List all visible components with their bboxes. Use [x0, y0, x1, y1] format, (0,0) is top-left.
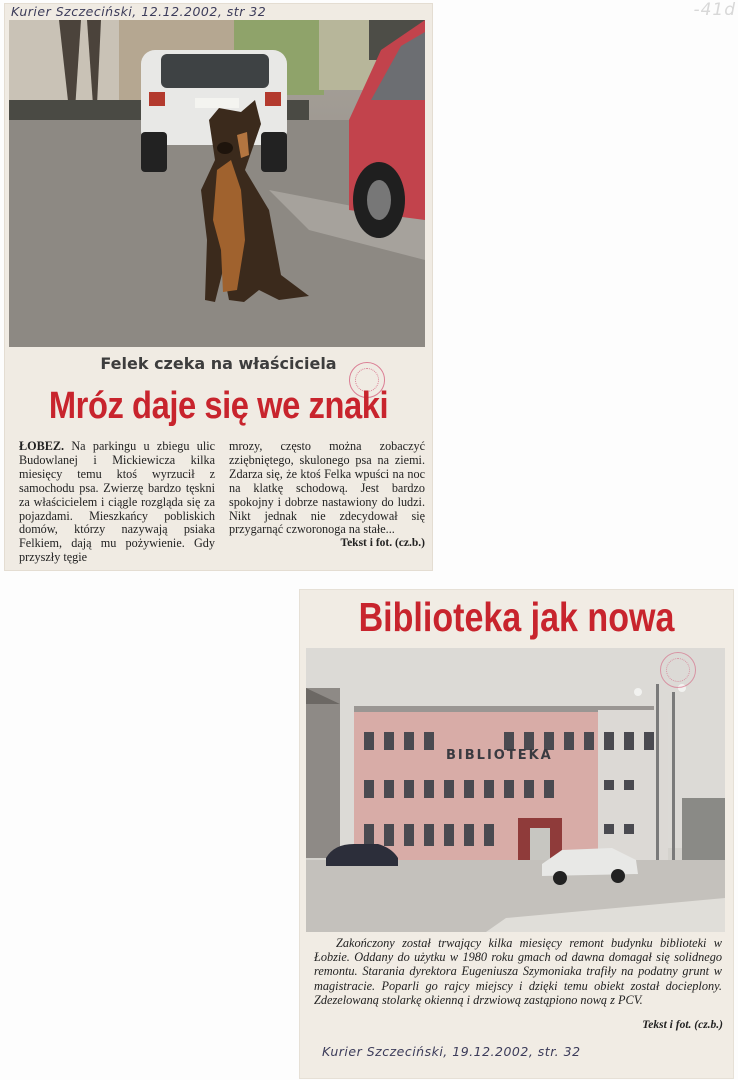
dog-photo	[9, 20, 425, 347]
article-headline: Biblioteka jak nowa	[358, 594, 675, 640]
source-handwritten-note: Kurier Szczeciński, 19.12.2002, str. 32	[322, 1044, 581, 1059]
library-sign: BIBLIOTEKA	[446, 748, 553, 763]
article-lead: ŁOBEZ.	[19, 439, 65, 453]
page-number-mark: -41d	[693, 0, 736, 20]
library-photo	[306, 648, 725, 932]
article-body-text: Zakończony został trwający kilka miesięcy remont budynku biblioteki w Łobzie. Oddany do użytku w 1980 roku gmach od dawna domagał się solidnego remontu. Starania dyrektora Eugeniusza Szymoniaka trafiły na podatny grunt w magistracie. Poparli go rajcy miejscy i dzięki temu obiekt został docieplony. Zdezelowaną stolarkę okienną i drzwiową zastąpiono nową z PCV.	[314, 936, 722, 1007]
clipping-library-article	[300, 590, 733, 1078]
article-column-2-text: mrozy, często można zobaczyć zziębniętego, skulonego psa na ziemi. Zdarza się, że ktoś Felka wpuści na noc na klatkę schodową. Jest bardzo spokojny i dobrze nastawiony do ludzi. Nikt jednak nie zdecydował się przygarnąć czworonoga na stałe...	[229, 439, 425, 537]
article-column-1	[19, 440, 215, 565]
article-credit: Tekst i fot. (cz.b.)	[642, 1019, 723, 1031]
article-body	[314, 936, 722, 1007]
article-credit: Tekst i fot. (cz.b.)	[340, 537, 425, 550]
article-headline: Mróz daje się we znaki	[48, 385, 389, 427]
article-kicker: Felek czeka na właściciela	[100, 354, 337, 373]
article-column-2	[229, 440, 425, 565]
article-body	[19, 440, 425, 565]
library-stamp	[660, 652, 696, 688]
source-handwritten-note: Kurier Szczeciński, 12.12.2002, str 32	[11, 4, 267, 19]
clipping-dog-article	[5, 4, 432, 570]
article-column-1-text: Na parkingu u zbiegu ulic Budowlanej i Mickiewicza kilka miesięcy temu ktoś wyrzucił z samochodu psa. Zwierzę bardzo tęskni za właścicielem i ciągle rozgląda się za pojazdami. Mieszkańcy pobliskich domów, którzy nazywają psiaka Felkiem, dają mu pożywienie. Gdy przyszły tęgie	[19, 439, 215, 565]
